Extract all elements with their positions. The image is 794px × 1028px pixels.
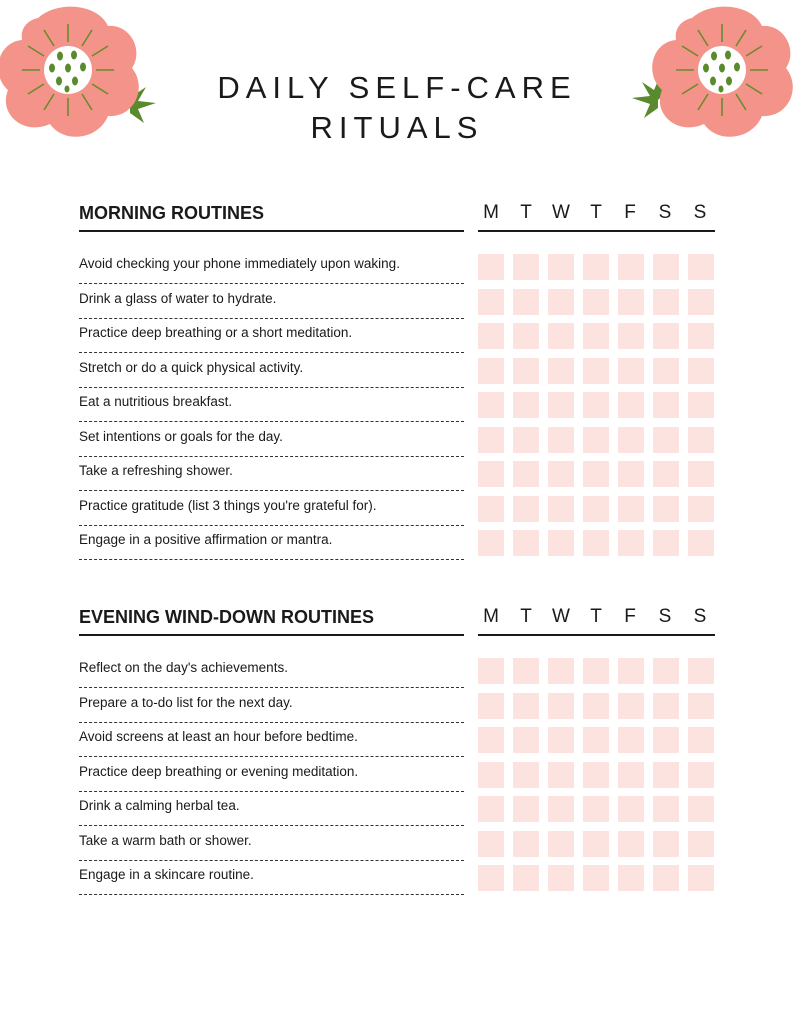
day-checkbox[interactable]: [513, 831, 539, 857]
checkbox-row: [478, 461, 718, 487]
checkbox-row: [478, 865, 718, 891]
day-checkbox[interactable]: [583, 289, 609, 315]
day-checkbox[interactable]: [478, 358, 504, 384]
task-row: [79, 723, 464, 757]
task-row: [79, 250, 464, 284]
day-checkbox[interactable]: [513, 254, 539, 280]
weekday-header: [478, 200, 715, 232]
checkbox-row: [478, 496, 718, 522]
task-label: Eat a nutritious breakfast.: [79, 394, 233, 409]
day-checkbox[interactable]: [548, 831, 574, 857]
day-checkbox[interactable]: [688, 796, 714, 822]
checkbox-row: [478, 427, 718, 453]
day-checkbox[interactable]: [653, 530, 679, 556]
day-checkbox[interactable]: [653, 693, 679, 719]
day-checkbox[interactable]: [618, 427, 644, 453]
day-checkbox[interactable]: [513, 865, 539, 891]
day-checkbox[interactable]: [513, 392, 539, 418]
checkbox-row: [478, 254, 718, 280]
day-checkbox[interactable]: [688, 693, 714, 719]
day-checkbox[interactable]: [653, 254, 679, 280]
day-checkbox[interactable]: [583, 427, 609, 453]
day-checkbox[interactable]: [548, 461, 574, 487]
day-checkbox[interactable]: [513, 427, 539, 453]
weekday-label: S: [693, 606, 707, 627]
day-checkbox[interactable]: [548, 323, 574, 349]
task-label: Reflect on the day's achievements.: [79, 660, 288, 675]
day-checkbox[interactable]: [653, 392, 679, 418]
day-checkbox[interactable]: [618, 658, 644, 684]
task-label: Practice deep breathing or a short meditation.: [79, 325, 353, 340]
day-checkbox[interactable]: [513, 530, 539, 556]
day-checkbox[interactable]: [548, 658, 574, 684]
day-checkbox[interactable]: [513, 289, 539, 315]
day-checkbox[interactable]: [688, 496, 714, 522]
day-checkbox[interactable]: [478, 658, 504, 684]
day-checkbox[interactable]: [618, 865, 644, 891]
day-checkbox[interactable]: [548, 796, 574, 822]
day-checkbox[interactable]: [513, 461, 539, 487]
day-checkbox[interactable]: [478, 530, 504, 556]
checkbox-row: [478, 530, 718, 556]
task-label: Take a refreshing shower.: [79, 463, 233, 478]
day-checkbox[interactable]: [688, 530, 714, 556]
day-checkbox[interactable]: [548, 496, 574, 522]
checkbox-row: [478, 289, 718, 315]
task-label: Engage in a skincare routine.: [79, 867, 254, 882]
day-checkbox[interactable]: [688, 727, 714, 753]
task-row: [79, 319, 464, 353]
day-checkbox[interactable]: [653, 831, 679, 857]
day-checkbox[interactable]: [478, 496, 504, 522]
weekday-label: S: [693, 202, 707, 223]
day-checkbox[interactable]: [583, 796, 609, 822]
day-checkbox[interactable]: [478, 727, 504, 753]
task-row: [79, 354, 464, 388]
task-label: Drink a calming herbal tea.: [79, 798, 240, 813]
day-checkbox[interactable]: [478, 865, 504, 891]
day-checkbox[interactable]: [583, 831, 609, 857]
day-checkbox[interactable]: [618, 392, 644, 418]
dashed-divider: [79, 559, 464, 560]
day-checkbox[interactable]: [653, 658, 679, 684]
day-checkbox[interactable]: [583, 254, 609, 280]
day-checkbox[interactable]: [688, 427, 714, 453]
task-row: [79, 827, 464, 861]
day-checkbox[interactable]: [513, 762, 539, 788]
day-checkbox[interactable]: [478, 693, 504, 719]
day-checkbox[interactable]: [688, 358, 714, 384]
section-title: EVENING WIND-DOWN ROUTINES: [79, 607, 374, 627]
day-checkbox[interactable]: [583, 865, 609, 891]
day-checkbox[interactable]: [548, 762, 574, 788]
day-checkbox[interactable]: [478, 392, 504, 418]
day-checkbox[interactable]: [688, 323, 714, 349]
task-row: [79, 423, 464, 457]
day-checkbox[interactable]: [513, 727, 539, 753]
day-checkbox[interactable]: [478, 831, 504, 857]
day-checkbox[interactable]: [583, 530, 609, 556]
day-checkbox[interactable]: [618, 289, 644, 315]
weekday-label: T: [590, 202, 602, 223]
checkbox-row: [478, 392, 718, 418]
task-row: [79, 792, 464, 826]
checkbox-row: [478, 323, 718, 349]
day-checkbox[interactable]: [548, 427, 574, 453]
weekday-label: M: [483, 202, 499, 223]
weekday-label: T: [520, 202, 532, 223]
day-checkbox[interactable]: [688, 254, 714, 280]
checkbox-row: [478, 358, 718, 384]
day-checkbox[interactable]: [653, 461, 679, 487]
day-checkbox[interactable]: [618, 461, 644, 487]
day-checkbox[interactable]: [653, 496, 679, 522]
day-checkbox[interactable]: [653, 358, 679, 384]
day-checkbox[interactable]: [513, 693, 539, 719]
day-checkbox[interactable]: [548, 392, 574, 418]
day-checkbox[interactable]: [653, 727, 679, 753]
day-checkbox[interactable]: [478, 427, 504, 453]
task-label: Avoid checking your phone immediately upon waking.: [79, 256, 400, 271]
task-label: Stretch or do a quick physical activity.: [79, 359, 304, 375]
weekday-label: S: [658, 202, 672, 223]
day-checkbox[interactable]: [688, 461, 714, 487]
day-checkbox[interactable]: [548, 693, 574, 719]
day-checkbox[interactable]: [688, 762, 714, 788]
task-label: Engage in a positive affirmation or mantra.: [79, 532, 333, 547]
dashed-divider: [79, 894, 464, 895]
page-title: [0, 68, 794, 148]
weekday-label: F: [624, 606, 636, 627]
page-title-line-2: RITUALS: [310, 110, 484, 145]
day-checkbox[interactable]: [618, 530, 644, 556]
day-checkbox[interactable]: [583, 658, 609, 684]
task-row: [79, 526, 464, 560]
day-checkbox[interactable]: [653, 865, 679, 891]
day-checkbox[interactable]: [688, 289, 714, 315]
day-checkbox[interactable]: [548, 358, 574, 384]
day-checkbox[interactable]: [513, 796, 539, 822]
day-checkbox[interactable]: [513, 658, 539, 684]
day-checkbox[interactable]: [583, 693, 609, 719]
day-checkbox[interactable]: [618, 323, 644, 349]
task-label: Set intentions or goals for the day.: [79, 428, 283, 444]
task-row: [79, 861, 464, 895]
day-checkbox[interactable]: [548, 289, 574, 315]
day-checkbox[interactable]: [653, 323, 679, 349]
checkbox-row: [478, 727, 718, 753]
task-row: [79, 388, 464, 422]
day-checkbox[interactable]: [618, 254, 644, 280]
day-checkbox[interactable]: [548, 727, 574, 753]
day-checkbox[interactable]: [583, 762, 609, 788]
day-checkbox[interactable]: [548, 530, 574, 556]
day-checkbox[interactable]: [618, 496, 644, 522]
weekday-label: T: [590, 606, 602, 627]
task-label: Practice gratitude (list 3 things you're grateful for).: [79, 497, 377, 513]
task-label: Drink a glass of water to hydrate.: [79, 290, 277, 306]
checkbox-row: [478, 762, 718, 788]
checkbox-row: [478, 693, 718, 719]
day-checkbox[interactable]: [688, 658, 714, 684]
weekday-label: W: [552, 202, 570, 223]
day-checkbox[interactable]: [618, 831, 644, 857]
section-title: MORNING ROUTINES: [79, 203, 265, 223]
day-checkbox[interactable]: [618, 693, 644, 719]
checkbox-row: [478, 658, 718, 684]
day-checkbox[interactable]: [583, 323, 609, 349]
section-header: [79, 604, 464, 636]
day-checkbox[interactable]: [688, 831, 714, 857]
day-checkbox[interactable]: [513, 496, 539, 522]
day-checkbox[interactable]: [478, 254, 504, 280]
weekday-label: F: [624, 202, 636, 223]
day-checkbox[interactable]: [653, 427, 679, 453]
day-checkbox[interactable]: [513, 358, 539, 384]
day-checkbox[interactable]: [548, 254, 574, 280]
task-row: [79, 758, 464, 792]
day-checkbox[interactable]: [583, 496, 609, 522]
day-checkbox[interactable]: [688, 392, 714, 418]
task-label: Practice deep breathing or evening meditation.: [79, 763, 359, 779]
day-checkbox[interactable]: [583, 461, 609, 487]
task-row: [79, 285, 464, 319]
weekday-header: [478, 604, 715, 636]
checkbox-row: [478, 831, 718, 857]
weekday-label: M: [483, 606, 499, 627]
day-checkbox[interactable]: [618, 358, 644, 384]
day-checkbox[interactable]: [583, 392, 609, 418]
day-checkbox[interactable]: [653, 762, 679, 788]
checkbox-row: [478, 796, 718, 822]
page-title-line-1: DAILY SELF-CARE: [217, 70, 577, 105]
day-checkbox[interactable]: [618, 727, 644, 753]
day-checkbox[interactable]: [513, 323, 539, 349]
day-checkbox[interactable]: [478, 461, 504, 487]
task-row: [79, 689, 464, 723]
weekday-label: W: [552, 606, 570, 627]
task-label: Avoid screens at least an hour before bedtime.: [79, 729, 358, 744]
day-checkbox[interactable]: [478, 796, 504, 822]
day-checkbox[interactable]: [478, 289, 504, 315]
task-row: [79, 457, 464, 491]
section-header: [79, 200, 464, 232]
day-checkbox[interactable]: [618, 762, 644, 788]
task-label: Prepare a to-do list for the next day.: [79, 694, 293, 710]
weekday-label: T: [520, 606, 532, 627]
day-checkbox[interactable]: [618, 796, 644, 822]
task-row: [79, 492, 464, 526]
day-checkbox[interactable]: [653, 796, 679, 822]
day-checkbox[interactable]: [583, 358, 609, 384]
task-row: [79, 654, 464, 688]
day-checkbox[interactable]: [548, 865, 574, 891]
day-checkbox[interactable]: [583, 727, 609, 753]
day-checkbox[interactable]: [478, 762, 504, 788]
day-checkbox[interactable]: [653, 289, 679, 315]
day-checkbox[interactable]: [688, 865, 714, 891]
task-label: Take a warm bath or shower.: [79, 832, 252, 848]
weekday-label: S: [658, 606, 672, 627]
day-checkbox[interactable]: [478, 323, 504, 349]
